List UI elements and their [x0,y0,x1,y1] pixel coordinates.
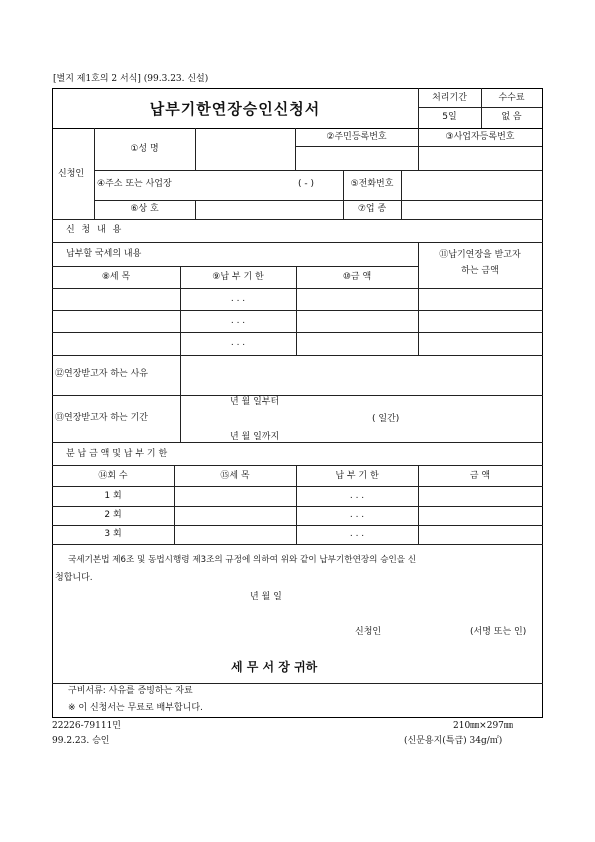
declaration-text: 국세기본법 제6조 및 동법시행령 제3조의 규정에 의하여 위와 같이 납부기한연장의 승인을 신 [68,555,417,565]
form-number: 22226-79111민 [52,721,121,731]
installment-row-count: 2 회 [104,510,122,520]
recipient-office: 세 무 서 장 귀하 [231,660,318,674]
installment-due-date-header: 납 부 기 한 [335,471,379,481]
processing-period-value: 5일 [442,112,457,122]
extension-amount-label: ⑪납기연장을 받고자 [439,250,521,260]
address-label: ④주소 또는 사업장 [97,179,172,189]
phone-paren: ( - ) [298,179,314,189]
installment-tax-item-header: ⑮세 목 [220,471,250,481]
installment-amount-header: 금 액 [469,471,491,481]
fee-value: 없 음 [501,112,522,122]
free-distribution-note: ※ 이 신청서는 무료로 배부합니다. [68,703,203,713]
tax-content-label: 납부할 국세의 내용 [66,249,142,259]
approval-date: 99.2.23. 승인 [52,736,110,746]
installment-row-count: 1 회 [104,491,122,501]
form-header-note: [별지 제1호의 2 서식] (99.3.23. 신설) [53,74,209,84]
installment-section-label: 분 납 금 액 및 납 부 기 한 [66,449,168,459]
form-title: 납부기한연장승인신청서 [149,100,321,118]
installment-count-header: ⑭회 수 [98,471,128,481]
due-date-column-header: ⑨납 부 기 한 [212,272,264,282]
period-to: 년 월 일까지 [230,432,280,442]
business-registration-label: ③사업자등록번호 [445,132,515,142]
reason-label: ⑫연장받고자 하는 사유 [55,369,148,379]
installment-row-count: 3 회 [104,529,122,539]
application-date: 년 월 일 [250,592,282,602]
tax-row-date: . . . [230,338,246,348]
processing-period-label: 처리기간 [432,93,467,103]
applicant-sign-label: 신청인 [355,627,382,637]
sign-note: (서명 또는 인) [470,627,527,637]
phone-label: ⑤전화번호 [350,179,394,189]
tax-item-column-header: ⑧세 목 [101,272,131,282]
declaration-text-cont: 청합니다. [55,573,93,583]
name-label: ①성 명 [130,144,159,154]
extension-amount-label-2: 하는 금액 [461,266,499,276]
period-days: ( 일간) [372,414,400,424]
attachment-note: 구비서류: 사유를 증빙하는 자료 [68,686,193,696]
installment-row-date: . . . [349,510,365,520]
amount-column-header: ⑩금 액 [342,272,372,282]
period-label: ⑬연장받고자 하는 기간 [55,413,148,423]
application-content-label: 신 청 내 용 [66,225,124,235]
applicant-section-label: 신청인 [58,169,85,179]
business-type-label: ⑦업 종 [357,204,387,214]
period-from: 년 월 일부터 [230,397,280,407]
tax-row-date: . . . [230,316,246,326]
trade-name-label: ⑥상 호 [130,204,159,214]
installment-row-date: . . . [349,529,365,539]
tax-row-date: . . . [230,294,246,304]
paper-spec: (신문용지(특급) 34g/㎡) [404,736,503,746]
paper-size: 210㎜×297㎜ [453,721,513,731]
installment-row-date: . . . [349,491,365,501]
fee-label: 수수료 [498,93,525,103]
resident-number-label: ②주민등록번호 [326,132,387,142]
